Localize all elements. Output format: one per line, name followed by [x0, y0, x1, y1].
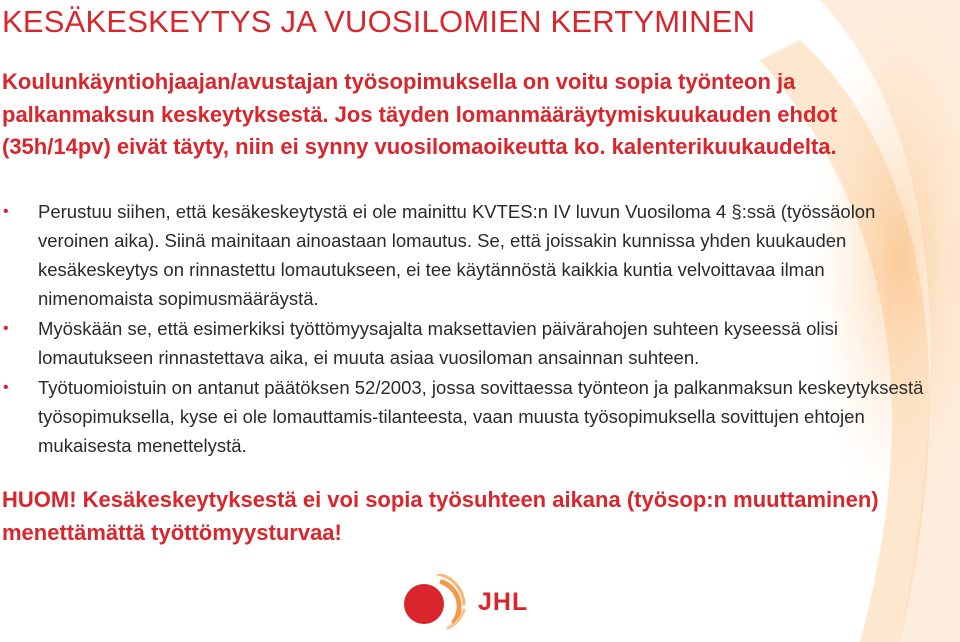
- jhl-logo-icon: [398, 574, 474, 634]
- jhl-logo-text: JHL: [478, 588, 529, 616]
- bullet-item: [0, 373, 930, 460]
- bullet-list: [0, 197, 930, 460]
- intro-paragraph: Koulunkäyntiohjaajan/avustajan työsopimuksella on voitu sopia työnteon ja palkanmaksun keskeytyksestä. Jos täyden lomanmääräytymiskuukauden ehdot (35h/14pv) eivät täyty, niin ei synny vuosilomaoikeutta ko. kalenterikuukaudelta.: [2, 69, 838, 159]
- slide-title: KESÄKESKEYTYS JA VUOSILOMIEN KERTYMINEN: [2, 4, 756, 39]
- bullet-text: Myöskään se, että esimerkiksi työttömyysajalta maksettavien päivärahojen suhteen kyseessä olisi lomautukseen rinnastettava aika, ei muuta asiaa vuosiloman ansainnan suhteen.: [38, 318, 838, 368]
- bullet-text: Työtuomioistuin on antanut päätöksen 52/2003, jossa sovittaessa työnteon ja palkanmaksun keskeytyksestä työsopimuksella, kyse ei ole lomauttamis-tilanteesta, vaan muusta työsopimuksella sovittujen ehtojen mukaisesta menettelystä.: [38, 377, 924, 456]
- notice-paragraph: HUOM! Kesäkeskeytyksestä ei voi sopia työsuhteen aikana (työsop:n muuttaminen) menettämättä työttömyysturvaa!: [2, 487, 879, 545]
- bullet-item: [0, 314, 930, 372]
- bullet-marker: •: [3, 203, 9, 220]
- bullet-text: Perustuu siihen, että kesäkeskeytystä ei ole mainittu KVTES:n IV luvun Vuosiloma 4 §:ssä (työssäolon veroinen aika). Siinä mainitaan ainoastaan lomautus. Se, että joissakin kunnissa yhden kuukauden kesäkeskeytys on rinnastettu lomautukseen, ei tee käytännöstä kaikkia kuntia velvoittavaa ilman nimenomaista sopimusmääräystä.: [38, 201, 876, 309]
- bullet-marker: •: [3, 320, 9, 337]
- bullet-marker: •: [3, 379, 9, 396]
- bullet-item: [0, 197, 930, 313]
- jhl-logo: [398, 574, 538, 634]
